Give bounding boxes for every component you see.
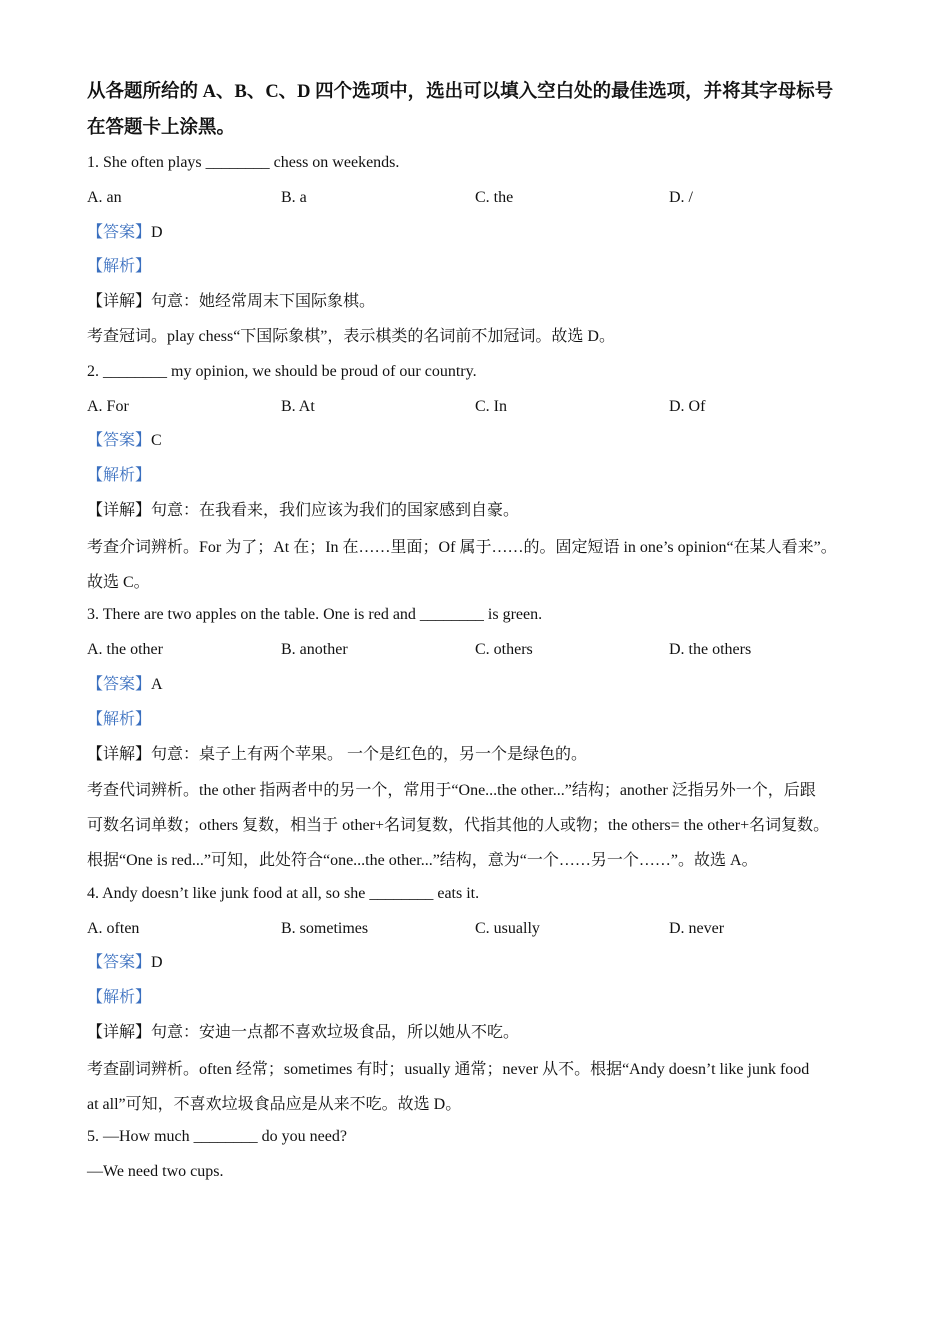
option-c: C. In [475, 397, 507, 415]
answer-line [87, 668, 877, 703]
option-b: B. At [281, 397, 315, 415]
answer-line [87, 216, 877, 251]
answer-line [87, 424, 877, 459]
option-a: A. the other [87, 641, 163, 659]
option-a: A. For [87, 397, 129, 415]
explanation-line: 故选 C。 [87, 573, 150, 591]
detail-line: 【详解】句意：安迪一点都不喜欢垃圾食品，所以她从不吃。 [87, 1023, 520, 1041]
dialogue-reply: —We need two cups. [87, 1163, 224, 1181]
question-stem: 1. She often plays ________ chess on weekends. [87, 154, 400, 171]
question-stem: 5. —How much ________ do you need? [87, 1128, 347, 1146]
answer-tag: 【答案】 [87, 223, 152, 241]
instructions-line-1: 从各题所给的 A、B、C、D 四个选项中，选出可以填入空白处的最佳选项，并将其字母标号 [87, 82, 834, 102]
option-c: C. usually [475, 919, 540, 937]
explanation-line: 考查介词辨析。For 为了；At 在；In 在……里面；Of 属于……的。固定短语 in one’s opinion“在某人看来”。 [87, 538, 837, 556]
explanation-line: at all”可知，不喜欢垃圾食品应是从来不吃。故选 D。 [87, 1095, 462, 1113]
analysis-tag: 【解析】 [87, 258, 152, 276]
explanation-line: 考查副词辨析。often 经常；sometimes 有时；usually 通常；never 从不。根据“Andy doesn’t like junk food [87, 1060, 810, 1078]
detail-line: 【详解】句意：在我看来，我们应该为我们的国家感到自豪。 [87, 501, 520, 519]
option-d: D. the others [669, 641, 752, 659]
question-block-2 [87, 355, 877, 599]
option-d: D. never [669, 919, 725, 937]
option-row [87, 633, 877, 668]
section-instructions [87, 74, 877, 146]
answer-line [87, 946, 877, 981]
explanation-line: 根据“One is red...”可知，此处符合“one...the other...”结构，意为“一个……另一个……”。故选 A。 [87, 851, 758, 869]
answer-tag: 【答案】 [87, 432, 152, 450]
detail-line: 【详解】句意：桌子上有两个苹果。 一个是红色的，另一个是绿色的。 [87, 745, 588, 763]
option-c: C. others [475, 641, 533, 659]
explanation-line: 考查代词辨析。the other 指两者中的另一个，常用于“One...the other...”结构；another 泛指另外一个，后跟 [87, 782, 816, 800]
question-stem: 4. Andy doesn’t like junk food at all, so she ________ eats it. [87, 884, 480, 902]
option-b: B. a [281, 188, 307, 206]
answer-value: C [151, 432, 162, 450]
answer-tag: 【答案】 [87, 954, 152, 972]
instructions-line-2: 在答题卡上涂黑。 [87, 118, 236, 138]
option-a: A. an [87, 188, 122, 206]
option-row [87, 390, 877, 425]
question-block-4 [87, 877, 877, 1121]
document-page [87, 74, 877, 1190]
explanation-line: 考查冠词。play chess“下国际象棋”，表示棋类的名词前不加冠词。故选 D。 [87, 327, 615, 345]
analysis-tag: 【解析】 [87, 710, 152, 728]
analysis-tag: 【解析】 [87, 467, 152, 485]
question-stem: 3. There are two apples on the table. One is red and ________ is green. [87, 606, 543, 624]
option-row [87, 912, 877, 947]
question-stem: 2. ________ my opinion, we should be proud of our country. [87, 362, 477, 380]
option-d: D. / [669, 188, 693, 206]
answer-value: D [151, 954, 163, 972]
option-d: D. Of [669, 397, 706, 415]
answer-value: A [151, 675, 163, 693]
option-b: B. sometimes [281, 919, 369, 937]
answer-value: D [151, 223, 163, 241]
question-block-5 [87, 1120, 877, 1190]
detail-line: 【详解】句意：她经常周末下国际象棋。 [87, 293, 376, 311]
option-b: B. another [281, 641, 348, 659]
answer-tag: 【答案】 [87, 675, 152, 693]
option-c: C. the [475, 188, 514, 206]
analysis-tag: 【解析】 [87, 989, 152, 1007]
option-a: A. often [87, 919, 140, 937]
explanation-line: 可数名词单数；others 复数，相当于 other+名词复数，代指其他的人或物；the others= the other+名词复数。 [87, 817, 830, 835]
option-row [87, 181, 877, 216]
question-block-3 [87, 598, 877, 876]
question-block-1 [87, 146, 877, 355]
